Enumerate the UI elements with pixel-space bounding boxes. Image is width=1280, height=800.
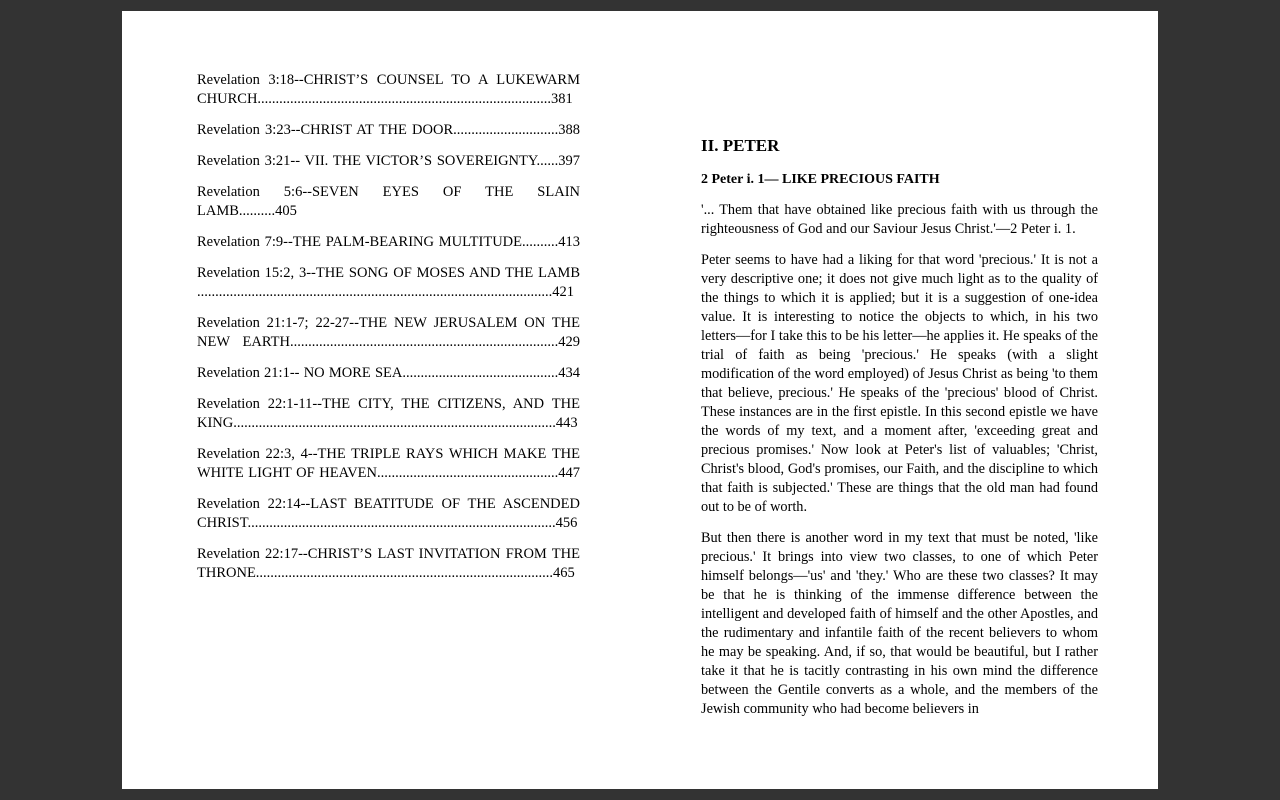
- toc-entry[interactable]: Revelation 5:6--SEVEN EYES OF THE SLAIN LAMB..........405: [197, 184, 580, 219]
- section-title: II. PETER: [701, 136, 780, 155]
- right-page-text: [701, 135, 1098, 731]
- toc-entry[interactable]: Revelation 3:21-- VII. THE VICTOR’S SOVEREIGNTY......397: [197, 153, 580, 169]
- toc-entry[interactable]: Revelation 22:1-11--THE CITY, THE CITIZENS, AND THE KING.........................................................................................443: [197, 396, 580, 431]
- paragraph: Peter seems to have had a liking for that word 'precious.' It is not a very descriptive one; it does not give much light as to the quality of the things to which it is applied; but it is a suggestion of one-idea value. It is interesting to notice the objects to which, in his two letters—for I take this to be his letter—he applies it. He speaks of the trial of faith as being 'precious.' He speaks (with a slight modification of the word employed) of Jesus Christ as being 'to them that believe, precious.' He speaks of the 'precious' blood of Christ. These instances are in the first epistle. In this second epistle we have the words of my text, and a moment after, 'exceeding great and precious promises.' Now look at Peter's list of valuables; 'Christ, Christ's blood, God's promises, our Faith, and the discipline to which that faith is subjected.' These are things that the old man had found out to be of worth.: [701, 252, 1098, 515]
- toc-entry[interactable]: Revelation 21:1-- NO MORE SEA...........................................434: [197, 365, 580, 381]
- paragraph: '... Them that have obtained like precious faith with us through the righteousness of God and our Saviour Jesus Christ.'—2 Peter i. 1.: [701, 202, 1098, 237]
- toc-entry[interactable]: Revelation 22:14--LAST BEATITUDE OF THE ASCENDED CHRIST.....................................................................................456: [197, 496, 580, 531]
- subsection-title: 2 Peter i. 1— LIKE PRECIOUS FAITH: [701, 172, 940, 187]
- toc-entry[interactable]: Revelation 7:9--THE PALM-BEARING MULTITUDE..........413: [197, 234, 580, 250]
- toc-entry[interactable]: Revelation 22:3, 4--THE TRIPLE RAYS WHICH MAKE THE WHITE LIGHT OF HEAVEN..................................................447: [197, 446, 580, 481]
- toc-entry[interactable]: Revelation 22:17--CHRIST’S LAST INVITATION FROM THE THRONE..................................................................................465: [197, 546, 580, 581]
- left-page-toc: [197, 71, 580, 595]
- paragraph: But then there is another word in my text that must be noted, 'like precious.' It brings into view two classes, to one of which Peter himself belongs—'us' and 'they.' Who are these two classes? It may be that he is thinking of the immense difference between the intelligent and developed faith of himself and the other Apostles, and the rudimentary and infantile faith of the recent believers to whom he may be speaking. And, if so, that would be beautiful, but I rather take it that he is tacitly contrasting in his own mind the difference between the Gentile converts as a whole, and the members of the Jewish community who had become believers in: [701, 530, 1098, 717]
- page-spread: [122, 11, 1158, 789]
- toc-entry[interactable]: Revelation 3:23--CHRIST AT THE DOOR.............................388: [197, 122, 580, 138]
- toc-entry[interactable]: Revelation 15:2, 3--THE SONG OF MOSES AND THE LAMB ..................................................................................................421: [197, 265, 580, 300]
- toc-entry[interactable]: Revelation 21:1-7; 22-27--THE NEW JERUSALEM ON THE NEW EARTH..........................................................................429: [197, 315, 580, 350]
- toc-entry[interactable]: Revelation 3:18--CHRIST’S COUNSEL TO A LUKEWARM CHURCH.................................................................................381: [197, 72, 580, 107]
